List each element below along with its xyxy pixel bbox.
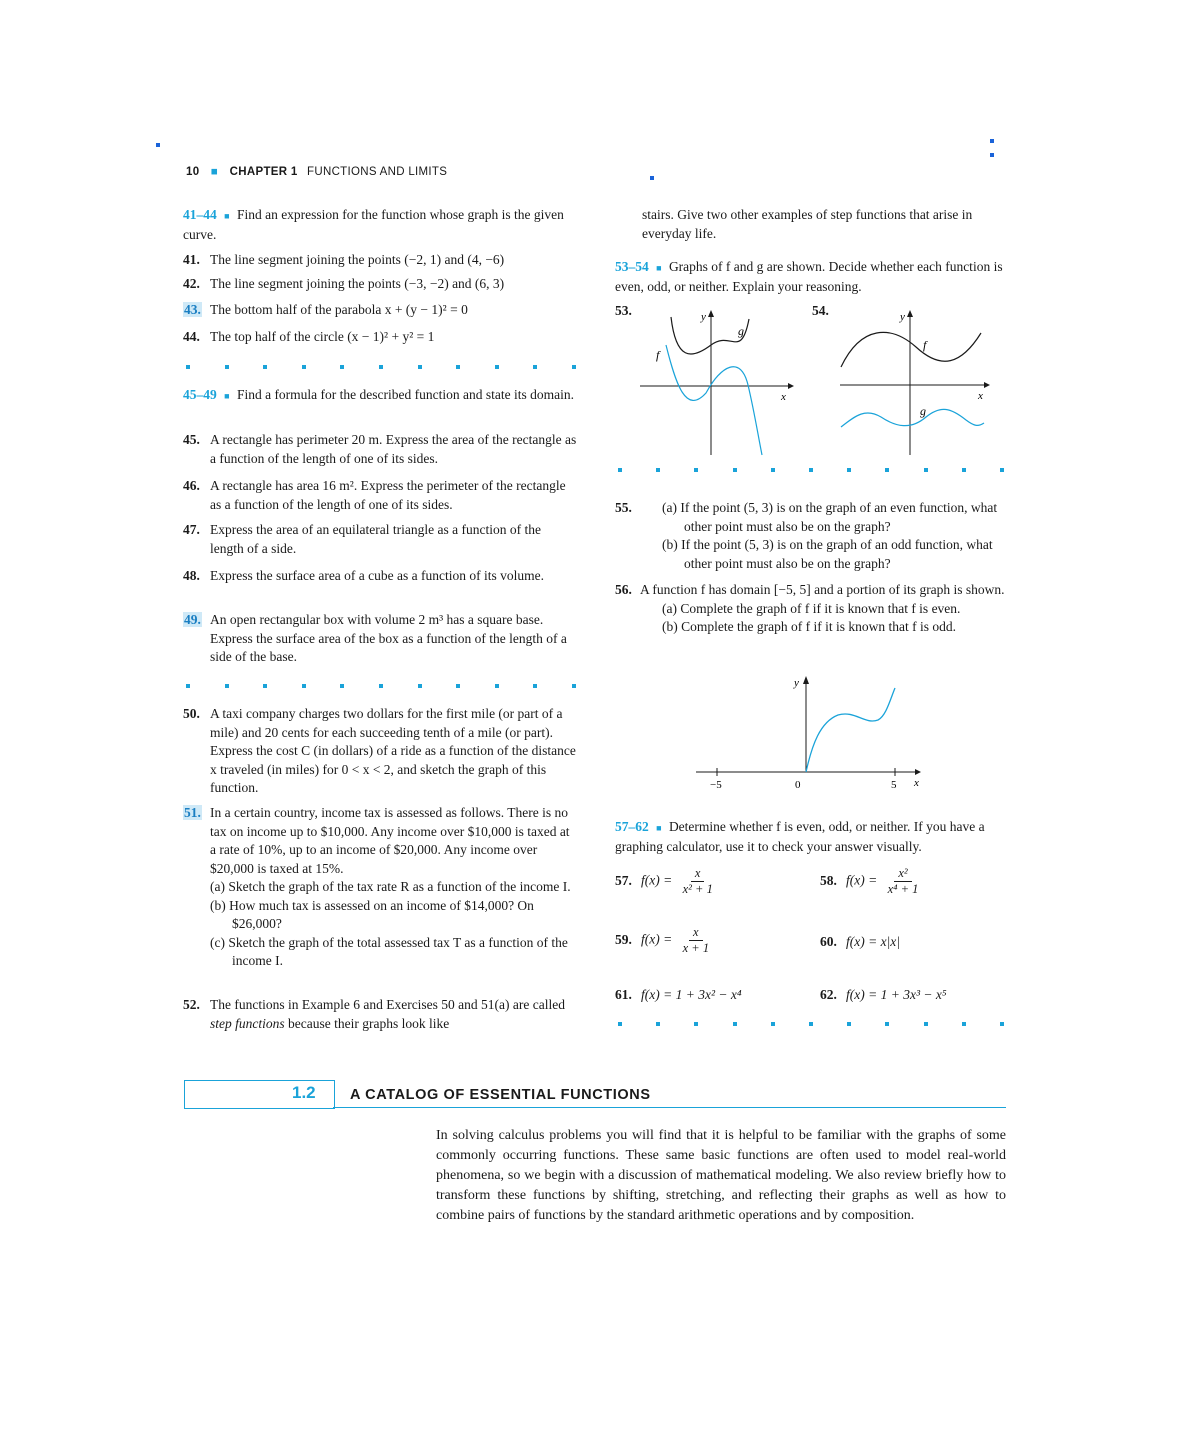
exercise-number: 50.: [183, 706, 200, 721]
exercise-52: [183, 996, 578, 1033]
instruction-45-49: [183, 386, 578, 406]
highlighted-number: 51.: [184, 805, 201, 820]
part-b: (b) Complete the graph of f if it is known that f is odd.: [662, 619, 956, 634]
exercise-number: [183, 611, 210, 630]
exercise-text: A taxi company charges two dollars for the first mile (or part of a mile) and 20 cents for each succeeding tenth of a mile (or part). Express the cost C (in dollars) of a ride as a function of the distance x traveled (in miles) for 0 < x < 2, and sketch the graph of this function.: [210, 706, 576, 795]
divider-dots: [186, 684, 576, 690]
y-axis-label: y: [701, 311, 706, 323]
exercise-55: [615, 499, 1007, 573]
y-axis-arrow-icon: [907, 310, 913, 317]
running-header: [186, 163, 447, 182]
part-a: (a) Sketch the graph of the tax rate R as a function of the income I.: [210, 879, 571, 894]
instruction-41-44: [183, 206, 578, 244]
exercise-number: 55.: [615, 500, 632, 515]
y-axis-label: y: [900, 311, 905, 323]
formula: f(x) = x|x|: [846, 934, 900, 949]
exercise-number: 44.: [183, 329, 200, 344]
curve-f: [806, 688, 895, 772]
exercise-number: [183, 301, 210, 320]
exercise-42: [183, 275, 578, 294]
divider-dots: [186, 365, 576, 371]
exercise-58: [820, 866, 925, 897]
label-g: g: [920, 404, 926, 418]
instruction-text: Find an expression for the function whose graph is the given curve.: [183, 207, 564, 242]
label-f: f: [656, 348, 660, 362]
crop-mark: [650, 176, 654, 180]
exercise-51: [183, 804, 578, 971]
x-axis-arrow-icon: [915, 769, 921, 775]
instruction-text: Determine whether f is even, odd, or neither. If you have a graphing calculator, use it to check your answer visually.: [615, 819, 985, 854]
exercise-number: 45.: [183, 432, 200, 447]
exercise-number: 57.: [615, 872, 632, 888]
crop-mark: [990, 153, 994, 157]
section-intro: In solving calculus problems you will find that it is helpful to be familiar with the graphs of some commonly occurring functions. These same basic functions are often used to model real-world phenomena, so we begin with a discussion of mathematical modeling. We also review briefly how to transform these functions by shifting, stretching, and reflecting their graphs as well as how to combine pairs of functions by the standard arithmetic operations and by composition.: [436, 1128, 1006, 1223]
formula-lhs: f(x) =: [846, 872, 878, 888]
highlighted-number: 43.: [184, 302, 201, 317]
denominator: x² + 1: [682, 882, 713, 896]
exercise-number: 58.: [820, 872, 837, 888]
formula-lhs: f(x) =: [641, 931, 673, 947]
bullet-icon: ■: [224, 391, 230, 401]
x-axis-label: x: [978, 390, 983, 402]
bullet-icon: ■: [656, 263, 662, 273]
part-c: (c) Sketch the graph of the total assessed tax T as a function of the income I.: [210, 934, 568, 968]
exercise-49: [183, 611, 578, 667]
formula: f(x) = 1 + 3x² − x⁴: [641, 987, 742, 1002]
instruction-text: Graphs of f and g are shown. Decide whether each function is even, odd, or neither. Explain your reasoning.: [615, 259, 1003, 294]
tick-label-pos5: 5: [891, 779, 897, 791]
figure-53-label: 53.: [615, 303, 632, 318]
fraction: [679, 925, 713, 956]
x-axis-label: x: [914, 777, 919, 789]
exercise-44: [183, 328, 578, 347]
figure-56-graph: [690, 670, 930, 800]
exercise-60: [820, 933, 900, 952]
exercise-text: A function f has domain [−5, 5] and a portion of its graph is shown.: [640, 582, 1005, 597]
figure-53-graph: [636, 305, 796, 460]
figure-54-graph: [836, 305, 996, 460]
exercise-number: 48.: [183, 568, 200, 583]
y-axis-label: y: [794, 677, 799, 689]
exercise-43: [183, 301, 578, 320]
highlighted-number: 49.: [184, 612, 201, 627]
bullet-icon: ■: [656, 823, 662, 833]
part-b: (b) How much tax is assessed on an income of $14,000? On $26,000?: [210, 897, 534, 931]
exercise-number: 52.: [183, 997, 200, 1012]
exercise-45: [183, 431, 578, 468]
exercise-50: [183, 705, 578, 798]
exercise-number: 42.: [183, 276, 200, 291]
part-a: (a) If the point (5, 3) is on the graph of an even function, what other point must also be on the graph?: [662, 500, 998, 534]
exercise-number: 47.: [183, 522, 200, 537]
x-axis-label: x: [781, 391, 786, 403]
exercise-text: Express the surface area of a cube as a function of its volume.: [210, 568, 544, 583]
instruction-53-54: [615, 258, 1007, 296]
instruction-57-62: [615, 818, 1007, 856]
tick-label-neg5: −5: [710, 779, 722, 791]
exercise-text: A rectangle has area 16 m². Express the perimeter of the rectangle as a function of the length of one of its sides.: [210, 478, 566, 512]
header-separator-icon: ■: [210, 166, 219, 178]
exercise-text: A rectangle has perimeter 20 m. Express the area of the rectangle as a function of the length of one of its sides.: [210, 432, 577, 466]
exercise-52-continued: stairs. Give two other examples of step functions that arise in everyday life.: [642, 207, 973, 241]
exercise-46: [183, 477, 578, 514]
exercise-number: 62.: [820, 987, 837, 1002]
exercise-62: [820, 986, 947, 1005]
denominator: x + 1: [682, 941, 710, 955]
label-f: f: [923, 338, 927, 352]
formula: f(x) = 1 + 3x³ − x⁵: [846, 987, 947, 1002]
chapter-label: CHAPTER 1: [229, 166, 298, 178]
fraction: [884, 866, 923, 897]
exercise-48: [183, 567, 578, 586]
range-label: 53–54: [615, 259, 649, 274]
label-g: g: [738, 324, 744, 338]
exercise-text: The bottom half of the parabola x + (y − 1)² = 0: [210, 302, 468, 317]
y-axis-arrow-icon: [708, 310, 714, 317]
text-part: because their graphs look like: [284, 1015, 450, 1031]
exercise-number: 46.: [183, 478, 200, 493]
x-axis-arrow-icon: [984, 382, 990, 388]
part-a: (a) Complete the graph of f if it is known that f is even.: [662, 600, 961, 616]
section-title: A CATALOG OF ESSENTIAL FUNCTIONS: [350, 1087, 651, 1103]
exercise-text: The line segment joining the points (−2, 1) and (4, −6): [210, 252, 505, 267]
numerator: x²: [894, 866, 911, 882]
curve-f: [666, 345, 762, 455]
exercise-number: 56.: [615, 582, 632, 597]
range-label: 41–44: [183, 207, 217, 222]
text-italic: step functions: [210, 1015, 285, 1031]
page-number: 10: [186, 166, 200, 178]
instruction-text: Find a formula for the described function and state its domain.: [236, 387, 574, 402]
exercise-number: 59.: [615, 931, 632, 947]
fraction: [679, 866, 717, 897]
tick-label-zero: 0: [795, 779, 801, 791]
numerator: x: [691, 866, 705, 882]
range-label: 45–49: [183, 387, 217, 402]
divider-dots: [618, 468, 1004, 474]
crop-mark: [156, 143, 160, 147]
exercise-number: 60.: [820, 934, 837, 949]
section-number: 1.2: [292, 1083, 316, 1102]
crop-mark: [990, 139, 994, 143]
exercise-number: 61.: [615, 987, 632, 1002]
y-axis-arrow-icon: [803, 676, 809, 684]
denominator: x⁴ + 1: [887, 882, 919, 896]
exercise-number: [183, 804, 210, 823]
exercise-text: An open rectangular box with volume 2 m³ has a square base. Express the surface area of the box as a function of the length of a side of the base.: [210, 612, 567, 664]
figure-54-label: 54.: [812, 303, 829, 318]
range-label: 57–62: [615, 819, 649, 834]
numerator: x: [689, 925, 703, 941]
exercise-text: The top half of the circle (x − 1)² + y² = 1: [210, 329, 435, 344]
exercise-number: 41.: [183, 252, 200, 267]
exercise-text: The line segment joining the points (−3, −2) and (6, 3): [210, 276, 505, 291]
exercise-text: In a certain country, income tax is assessed as follows. There is no tax on income up to $10,000. Any income over $10,000 is taxed at a rate of 10%, up to an income of $20,000. Any income over $20,000 is taxed at 15%.: [210, 805, 570, 876]
section-rule: [333, 1107, 1006, 1108]
curve-g: [841, 409, 984, 427]
exercise-59: [615, 925, 716, 956]
text-part: The functions in Example 6 and Exercises 50 and 51(a) are called: [210, 997, 565, 1012]
exercise-57: [615, 866, 720, 897]
exercise-61: [615, 986, 742, 1005]
chapter-title: FUNCTIONS AND LIMITS: [307, 166, 448, 178]
divider-dots: [618, 1022, 1004, 1028]
exercise-47: [183, 521, 578, 558]
exercise-41: [183, 251, 578, 270]
exercise-56: [615, 581, 1007, 637]
x-axis-arrow-icon: [788, 383, 794, 389]
curve-f: [841, 332, 981, 367]
bullet-icon: ■: [224, 211, 230, 221]
exercise-text: [210, 996, 578, 1033]
exercise-text: Express the area of an equilateral triangle as a function of the length of a side.: [210, 522, 541, 556]
formula-lhs: f(x) =: [641, 872, 673, 888]
part-b: (b) If the point (5, 3) is on the graph of an odd function, what other point must also be on the graph?: [662, 537, 993, 571]
